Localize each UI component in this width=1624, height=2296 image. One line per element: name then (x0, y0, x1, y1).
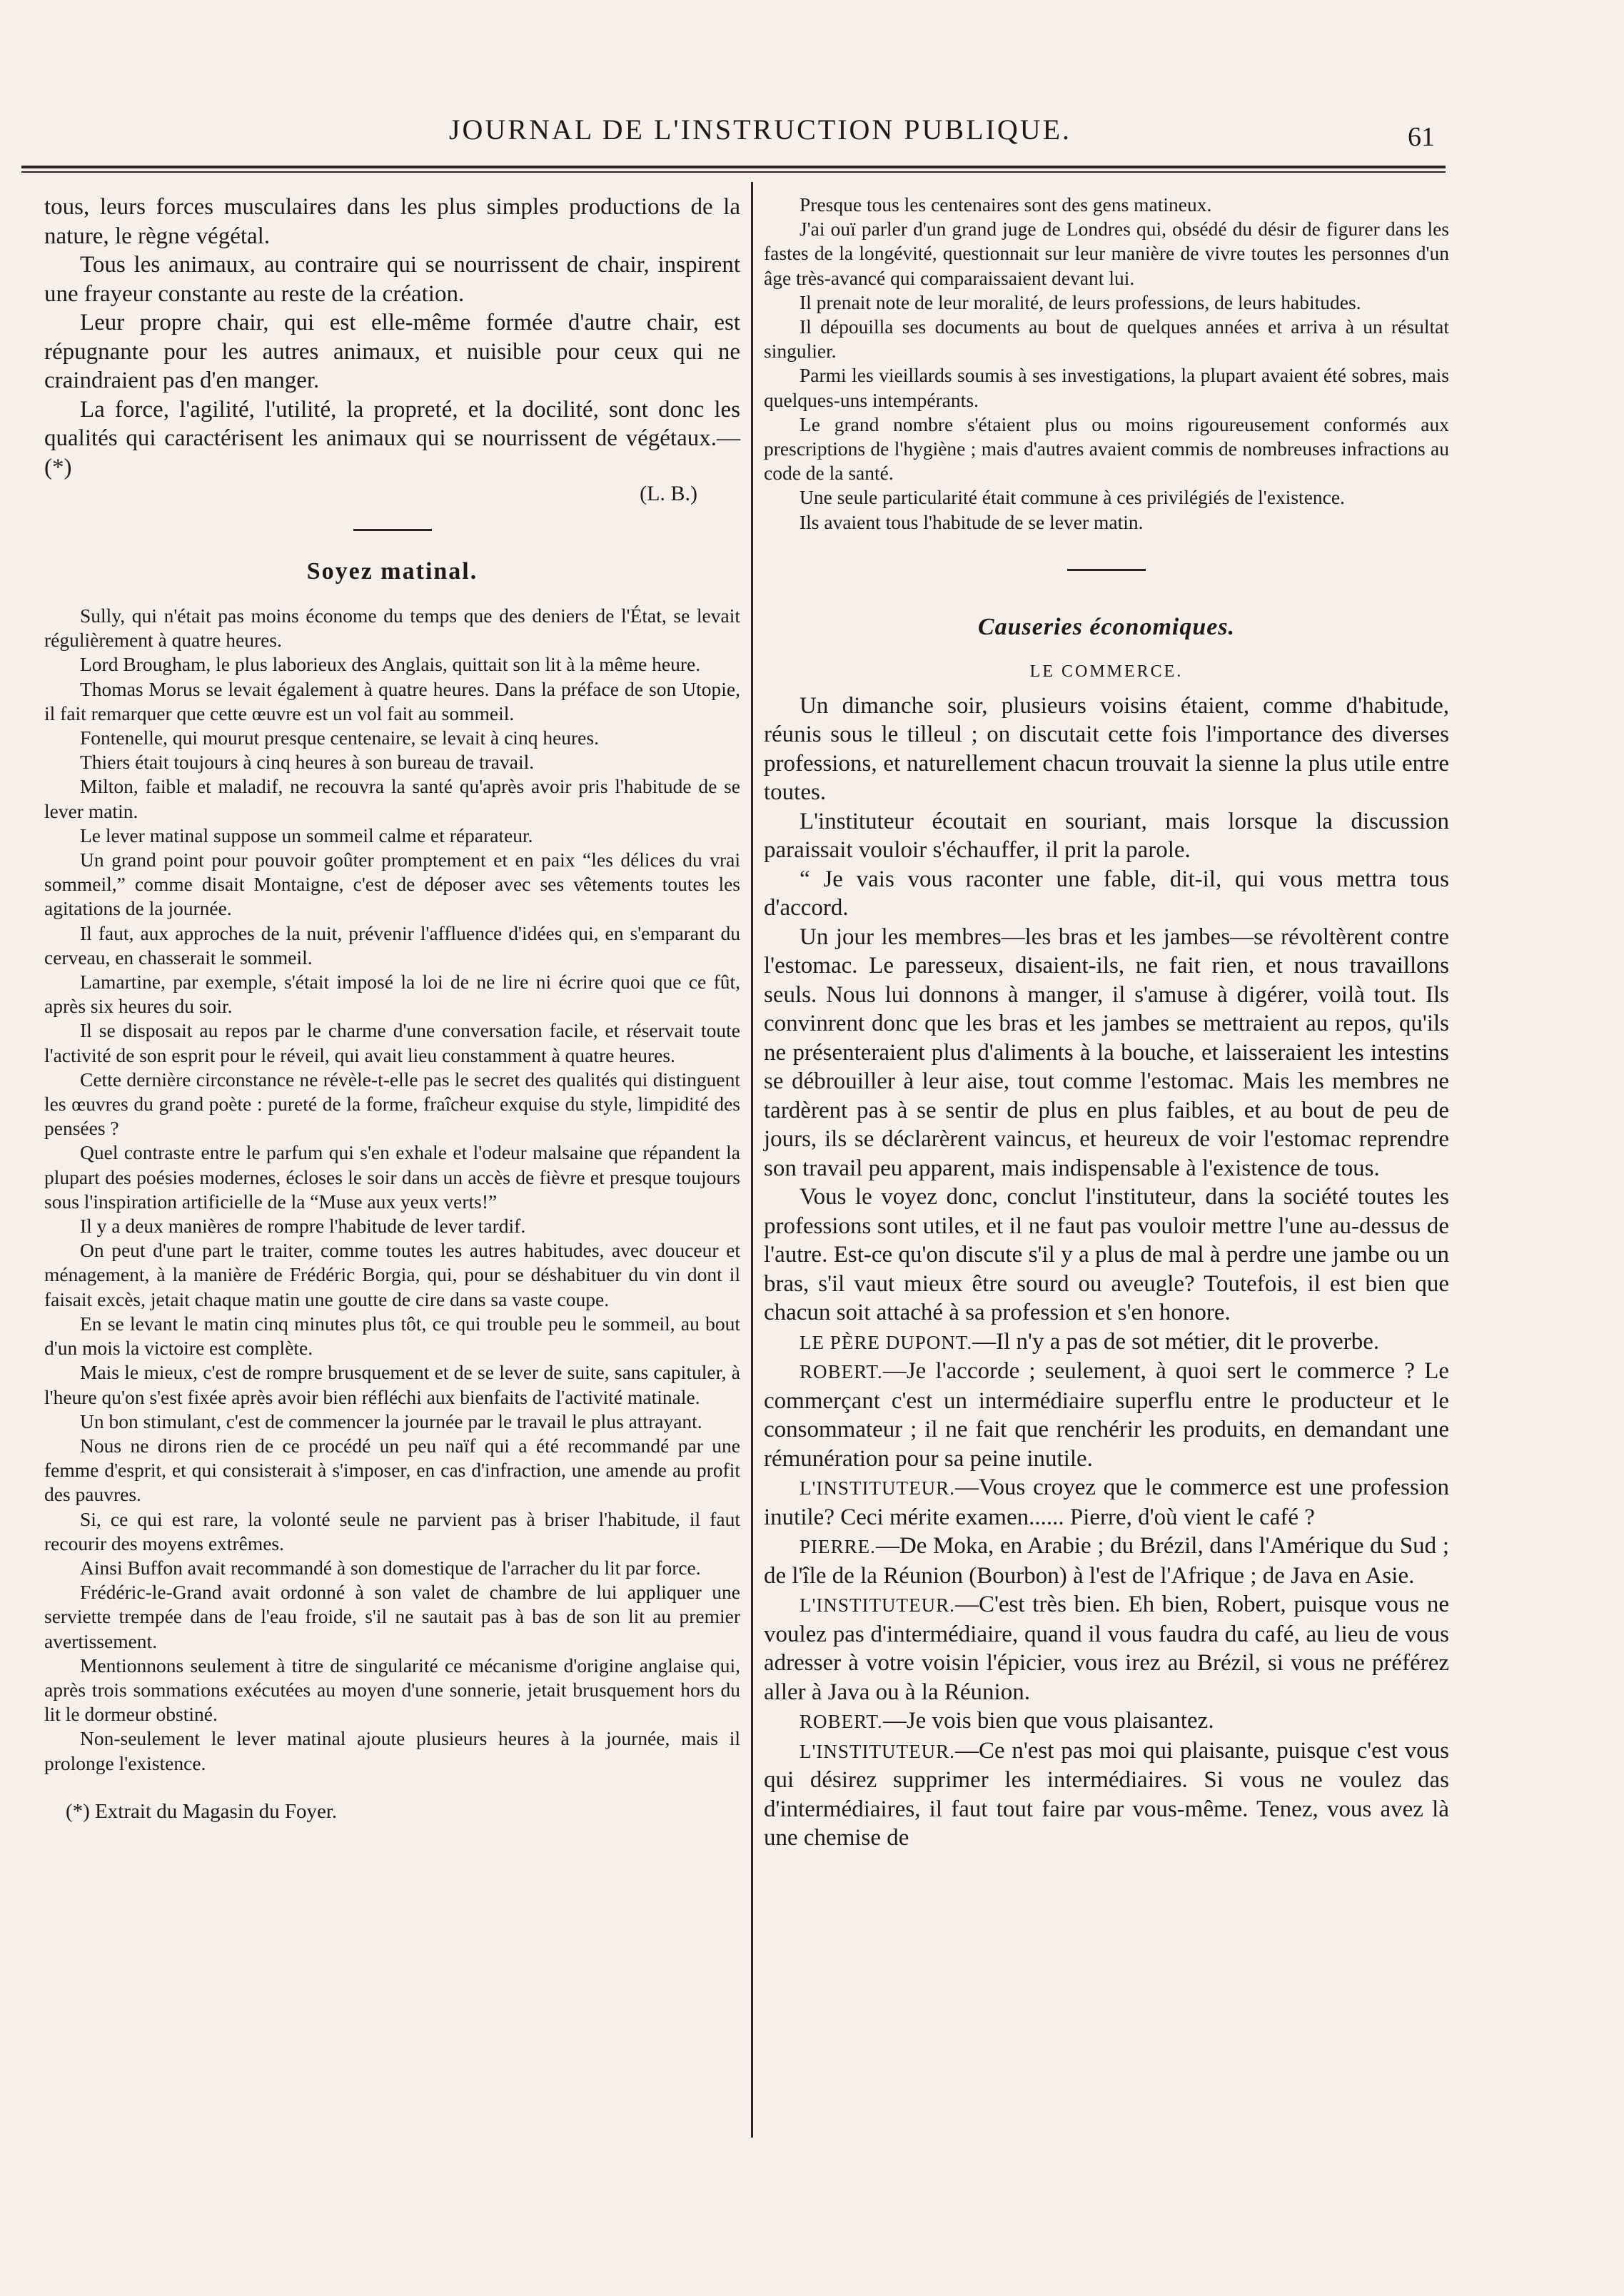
paragraph: Cette dernière circonstance ne révèle-t-elle pas le secret des qualités qui distinguent les œuvres du grand poète : pureté de la forme, fraîcheur exquise du style, limpidité des pensées ? (44, 1068, 740, 1140)
paragraph: On peut d'une part le traiter, comme toutes les autres habitudes, avec douceur et ménagement, à la manière de Frédéric Borgia, qui, pour se déshabituer du vin dont il faisait excès, jetait chaque matin une goutte de cire dans sa vaste coupe. (44, 1239, 740, 1310)
article-body (764, 692, 1449, 1853)
paragraph: Frédéric-le-Grand avait ordonné à son valet de chambre de lui appliquer une serviette trempée dans de l'eau froide, s'il ne sautait pas à bas de son lit au premier avertissement. (44, 1581, 740, 1652)
paragraph: Mentionnons seulement à titre de singularité ce mécanisme d'origine anglaise qui, après trois sommations exécutées au moyen d'une sonnerie, jetait brusquement hors du lit le dormeur obstiné. (44, 1654, 740, 1726)
paragraph: J'ai ouï parler d'un grand juge de Londres qui, obsédé du désir de figurer dans les fastes de la longévité, questionnait sur leur manière de vivre toutes les personnes d'un âge très-avancé qui comparaissaient devant lui. (764, 218, 1449, 289)
dialogue-text: —Il n'y a pas de sot métier, dit le proverbe. (972, 1328, 1380, 1355)
separator (1067, 569, 1146, 571)
paragraph: Ils avaient tous l'habitude de se lever matin. (800, 510, 1144, 533)
article-title: Soyez matinal. (306, 558, 478, 585)
paragraph: Il faut, aux approches de la nuit, prévenir l'affluence d'idées qui, en s'emparant du cerveau, en chasserait le sommeil. (44, 921, 740, 969)
journal-title: JOURNAL DE L'INSTRUCTION PUBLIQUE. (448, 113, 1072, 146)
paragraph: Le lever matinal suppose un sommeil calme et réparateur. (80, 824, 533, 846)
dialogue-text: —C'est très bien. Eh bien, Robert, puisque vous ne voulez pas d'intermédiaire, quand il vous faudra du café, au lieu de vous adresser à votre voisin l'épicier, vous irez au Brézil, si vous ne préférez aller à Java ou à la Réunion. (764, 1592, 1449, 1705)
paragraph: Milton, faible et maladif, ne recouvra la santé qu'après avoir pris l'habitude de se lever matin. (44, 775, 740, 822)
paragraph: Parmi les vieillards soumis à ses investigations, la plupart avaient été sobres, mais quelques-uns intempérants. (764, 364, 1449, 411)
paragraph: Un jour les membres—les bras et les jambes—se révoltèrent contre l'estomac. Le paresseux, disaient-ils, ne fait rien, et nous travaillons seuls. Nous lui donnons à manger, il s'amuse à digérer, voilà tout. Ils convinrent donc que les bras et les jambes se mettraient au repos, qu'ils ne présenteraient plus d'aliments à la bouche, et laisseraient les intestins se débrouiller à leur aise, tout comme l'estomac. Mais les membres ne tardèrent pas à se sentir de plus en plus faibles, et au bout de peu de jours, ils se déclarèrent vaincus, et heureux de voir l'estomac reprendre son travail peu apparent, mais indispensable à l'existence de tous. (764, 924, 1449, 1181)
article-title: Causeries économiques. (977, 613, 1236, 640)
right-column (764, 193, 1449, 1853)
dialogue-text: —Vous croyez que le commerce est une profession inutile? Ceci mérite examen...... Pierre, d'où vient le café ? (764, 1475, 1449, 1530)
speaker-label: PIERRE. (800, 1536, 876, 1558)
paragraph: Nous ne dirons rien de ce procédé un peu naïf qui a été recommandé par une femme d'esprit, et qui consisterait à s'imposer, en cas d'infraction, une amende au profit des pauvres. (44, 1434, 740, 1506)
longevity-section (764, 193, 1449, 535)
speaker-label: LE PÈRE DUPONT. (800, 1331, 973, 1353)
paragraph: tous, leurs forces musculaires dans les plus simples productions de la nature, le règne végétal. (44, 194, 740, 249)
dialogue-line (764, 1473, 1449, 1532)
paragraph: Thomas Morus se levait également à quatre heures. Dans la préface de son Utopie, il fait remarquer que cette œuvre est un vol fait au sommeil. (44, 677, 740, 724)
paragraph: Thiers était toujours à cinq heures à son bureau de travail. (80, 751, 535, 774)
paragraph: La force, l'agilité, l'utilité, la propreté, et la docilité, sont donc les qualités qui caractérisent les animaux qui se nourrissent de végétaux.—(*) (44, 396, 740, 480)
dialogue-line (764, 1590, 1449, 1706)
speaker-label: ROBERT. (800, 1361, 883, 1383)
dialogue-text: —Ce n'est pas moi qui plaisante, puisque c'est vous qui désirez supprimer les intermédiaires. Si vous ne voulez das d'intermédiaires, il faut tout faire par vous-même. Tenez, vous avez là une chemise de (764, 1737, 1449, 1851)
intro-section (44, 193, 740, 482)
dialogue-text: —De Moka, en Arabie ; du Brézil, dans l'Amérique du Sud ; de l'île de la Réunion (Bourbon) à l'est de l'Afrique ; de Java en Asie. (764, 1533, 1449, 1589)
dialogue-line (764, 1327, 1449, 1357)
paragraph: Tous les animaux, au contraire qui se nourrissent de chair, inspirent une frayeur constante au reste de la création. (44, 252, 740, 307)
header-rule (21, 166, 1446, 168)
footnote: (*) Extrait du Magasin du Foyer. (66, 1799, 338, 1823)
article-body (44, 604, 740, 1776)
paragraph: Ainsi Buffon avait recommandé à son domestique de l'arracher du lit par force. (80, 1556, 701, 1579)
paragraph: Il y a deux manières de rompre l'habitude de lever tardif. (80, 1215, 526, 1238)
separator (353, 529, 432, 531)
speaker-label: L'INSTITUTEUR. (800, 1740, 955, 1762)
paragraph: Fontenelle, qui mourut presque centenaire, se levait à cinq heures. (80, 727, 599, 749)
paragraph: Leur propre chair, qui est elle-même formée d'autre chair, est répugnante pour les autres animaux, et nuisible pour ceux qui ne craindraient pas d'en manger. (44, 310, 740, 393)
speaker-label: ROBERT. (800, 1711, 883, 1733)
header-rule-thin (21, 171, 1446, 173)
paragraph: Le grand nombre s'étaient plus ou moins rigoureusement conformés aux prescriptions de l'hygiène ; mais d'autres avaient commis de nombreuses infractions au code de la santé. (764, 413, 1449, 485)
paragraph: Il dépouilla ses documents au bout de quelques années et arriva à un résultat singulier. (764, 315, 1449, 363)
dialogue-text: —Je vois bien que vous plaisantez. (882, 1708, 1214, 1734)
paragraph: “ Je vais vous raconter une fable, dit-il, qui vous mettra tous d'accord. (764, 866, 1449, 921)
signature: (L. B.) (640, 482, 697, 505)
paragraph: Il se disposait au repos par le charme d'une conversation facile, et réservait toute l'activité de son esprit pour le réveil, qui avait lieu constamment à quatre heures. (44, 1019, 740, 1066)
column-divider (751, 182, 753, 2138)
page-header (64, 107, 1456, 157)
left-column (44, 193, 740, 1824)
article-subtitle: LE COMMERCE. (1029, 662, 1184, 681)
paragraph: Non-seulement le lever matinal ajoute plusieurs heures à la journée, mais il prolonge l'existence. (44, 1727, 740, 1774)
paragraph: Un dimanche soir, plusieurs voisins étaient, comme d'habitude, réunis sous le tilleul ; on discutait cette fois l'importance des diverses professions, et naturellement chacun trouvait la sienne la plus utile entre toutes. (764, 692, 1449, 806)
dialogue-line (764, 1357, 1449, 1473)
paragraph: Presque tous les centenaires sont des gens matineux. (800, 193, 1212, 216)
paragraph: En se levant le matin cinq minutes plus tôt, ce qui trouble peu le sommeil, au bout d'un mois la victoire est complète. (44, 1312, 740, 1360)
paragraph: Vous le voyez donc, conclut l'instituteur, dans la société toutes les professions sont utiles, et il ne faut pas vouloir mettre l'une au-dessus de l'autre. Est-ce qu'on discute s'il y a plus de mal à perdre une jambe ou un bras, s'il vaut mieux être sourd ou aveugle? Toutefois, il est bien que chacun soit attaché à sa profession et s'en honore. (764, 1184, 1449, 1326)
dialogue-line (764, 1532, 1449, 1590)
paragraph: Un bon stimulant, c'est de commencer la journée par le travail le plus attrayant. (80, 1410, 702, 1432)
dialogue-line (764, 1736, 1449, 1853)
paragraph: Il prenait note de leur moralité, de leurs professions, de leurs habitudes. (800, 290, 1361, 313)
paragraph: Mais le mieux, c'est de rompre brusquement et de se lever de suite, sans capituler, à l'heure qu'on s'est fixée après avoir bien réfléchi aux bienfaits de l'activité matinale. (44, 1361, 740, 1408)
paragraph: Un grand point pour pouvoir goûter promptement et en paix “les délices du vrai sommeil,” comme disait Montaigne, c'est de déposer avec ses vêtements toutes les agitations de la journée. (44, 849, 740, 920)
dialogue-line (764, 1706, 1449, 1736)
page-number: 61 (1408, 122, 1435, 152)
paragraph: Lamartine, par exemple, s'était imposé la loi de ne lire ni écrire quoi que ce fût, après six heures du soir. (44, 971, 740, 1018)
speaker-label: L'INSTITUTEUR. (800, 1594, 955, 1617)
paragraph: Sully, qui n'était pas moins économe du temps que des deniers de l'État, se levait régulièrement à quatre heures. (44, 605, 740, 652)
paragraph: Lord Brougham, le plus laborieux des Anglais, quittait son lit à la même heure. (80, 653, 701, 676)
paragraph: Si, ce qui est rare, la volonté seule ne parvient pas à briser l'habitude, il faut recourir des moyens extrêmes. (44, 1507, 740, 1554)
paragraph: L'instituteur écoutait en souriant, mais lorsque la discussion paraissait vouloir s'échauffer, il prit la parole. (764, 808, 1449, 864)
paragraph: Une seule particularité était commune à ces privilégiés de l'existence. (800, 486, 1345, 509)
dialogue-text: —Je l'accorde ; seulement, à quoi sert le commerce ? Le commerçant c'est un intermédiaire superflu entre le producteur et le consommateur ; il ne fait que renchérir les produits, en demandant une rémunération pour sa peine inutile. (764, 1358, 1449, 1472)
speaker-label: L'INSTITUTEUR. (800, 1477, 955, 1500)
paragraph: Quel contraste entre le parfum qui s'en exhale et l'odeur malsaine que répandent la plupart des poésies modernes, écloses le soir dans un accès de fièvre et presque toujours sous l'inspiration artificielle de la “Muse aux yeux verts!” (44, 1141, 740, 1213)
